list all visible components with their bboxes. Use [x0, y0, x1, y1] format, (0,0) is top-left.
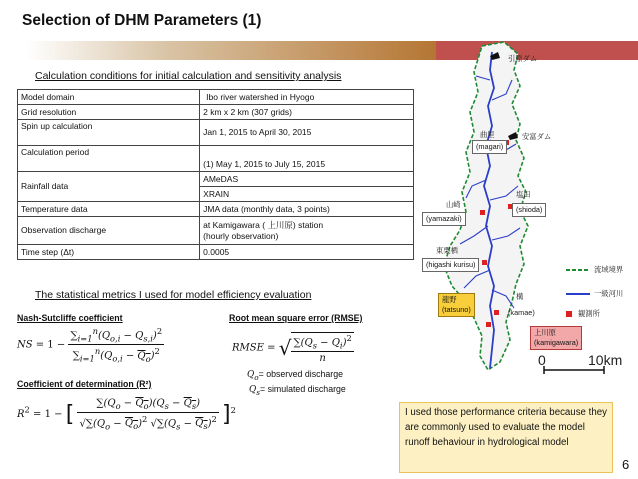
- cell-label: Temperature data: [18, 202, 200, 217]
- r2-label: Coefficient of determination (R²): [17, 379, 152, 389]
- nse-formula: NS = 1 − $\frac{\sum_{i=1}^n(Q_{o,i} - Q_{s,i})^2}{\sum_{i=1}^n(Q_{o,i} - Q_o)^2}$: [17, 326, 163, 364]
- title-decor-bar: [0, 41, 436, 60]
- table-row: [18, 120, 414, 146]
- tatsuno-box: [438, 293, 475, 317]
- cell-value: (1) May 1, 2015 to July 15, 2015: [200, 146, 414, 172]
- watershed-map: [420, 40, 638, 390]
- kamae-jp-label: 構: [516, 292, 524, 301]
- station-icon: [486, 322, 491, 327]
- shioda-jp-label: 塩田: [516, 190, 531, 199]
- dam-label: 引原ダム: [508, 54, 538, 63]
- kamigawara-box: [530, 326, 582, 350]
- station-icon: [480, 210, 485, 215]
- cell-label: Time step (Δt): [18, 245, 200, 260]
- nse-label: Nash-Sutcliffe coefficient: [17, 313, 123, 323]
- cell-label: Spin up calculation: [18, 120, 200, 146]
- table-row: [18, 172, 414, 187]
- cell-label: Rainfall data: [18, 172, 200, 202]
- yamazaki-label: (yamazaki): [422, 212, 466, 226]
- cell-label: Model domain: [18, 90, 200, 105]
- rmse-formula: RMSE = √ $\frac{\sum(Q_s - Q_i)^2}{n}$: [232, 333, 352, 365]
- calc-heading: Calculation conditions for initial calculation and sensitivity analysis: [35, 70, 342, 82]
- obs-line2: (hourly observation): [203, 230, 279, 241]
- table-row: [18, 202, 414, 217]
- cell-value: 0.0005: [200, 245, 414, 260]
- scale-zero-label: 0: [538, 352, 546, 368]
- cell-value: [200, 217, 414, 245]
- scale-ten-label: 10km: [588, 352, 623, 368]
- higashikurisu-label: (higashi kurisu): [422, 258, 479, 272]
- tatsuno-jp-label: 龍野: [442, 295, 457, 304]
- qs-note-text: = simulated discharge: [259, 384, 346, 394]
- legend-boundary-label: 流域境界: [594, 265, 624, 274]
- table-row: [18, 105, 414, 120]
- shioda-label: (shioda): [512, 203, 546, 217]
- cell-value: JMA data (monthly data, 3 points): [200, 202, 414, 217]
- cell-label: Calculation period: [18, 146, 200, 172]
- tatsuno-label: (tatsuno): [442, 305, 471, 314]
- page-title: Selection of DHM Parameters (1): [22, 12, 262, 29]
- cell-value: XRAIN: [200, 187, 414, 202]
- callout-box: I used those performance criteria because they are commonly used to evaluate the model runoff behaviour in hydrological model: [399, 402, 613, 473]
- magari-jp-label: 曲里: [480, 130, 495, 139]
- cell-label: Grid resolution: [18, 105, 200, 120]
- obs-line1: at Kamigawara ( 上川原) station: [203, 219, 324, 230]
- qs-note: $Q_s=$ simulated discharge: [249, 384, 346, 397]
- magari-label: (magari): [472, 140, 507, 154]
- cell-value: Jan 1, 2015 to April 30, 2015: [200, 120, 414, 146]
- kamigawara-label: (kamigawara): [534, 338, 579, 347]
- metrics-heading: The statistical metrics I used for model efficiency evaluation: [35, 289, 312, 301]
- cell-label: Observation discharge: [18, 217, 200, 245]
- legend-river-label: 一級河川: [594, 289, 624, 298]
- legend-station-label: 観測所: [578, 309, 600, 318]
- table-row: [18, 245, 414, 260]
- table-row: [18, 90, 414, 105]
- legend-station-square: [566, 311, 572, 317]
- qo-note: $Q_o=$ observed discharge: [247, 369, 343, 382]
- kamigawara-jp-label: 上川原: [534, 328, 556, 337]
- cell-value: 2 km x 2 km (307 grids): [200, 105, 414, 120]
- table-row: [18, 146, 414, 172]
- page-number: 6: [622, 457, 630, 472]
- yasutomi-dam-label: 安富ダム: [522, 132, 552, 141]
- station-icon: [482, 260, 487, 265]
- higashikurisu-jp-label: 東栗栖: [436, 246, 458, 255]
- kamae-label: (kamae): [508, 308, 535, 317]
- rmse-label: Root mean square error (RMSE): [229, 313, 363, 323]
- table-row: [18, 217, 414, 245]
- qo-note-text: = observed discharge: [258, 369, 343, 379]
- r2-formula: $R^2 = 1$ − [ $\frac{\sum(Q_o - Q_o)(Q_s - Q_s)}{√\sum(Q_o - Q_o)^2 √\sum(Q_s - Q_s)^2}$ ]$^2$: [17, 398, 236, 432]
- conditions-table: [17, 89, 414, 260]
- yamazaki-jp-label: 山崎: [446, 200, 461, 209]
- cell-value: Ibo river watershed in Hyogo: [200, 90, 414, 105]
- cell-value: AMeDAS: [200, 172, 414, 187]
- station-icon: [494, 310, 499, 315]
